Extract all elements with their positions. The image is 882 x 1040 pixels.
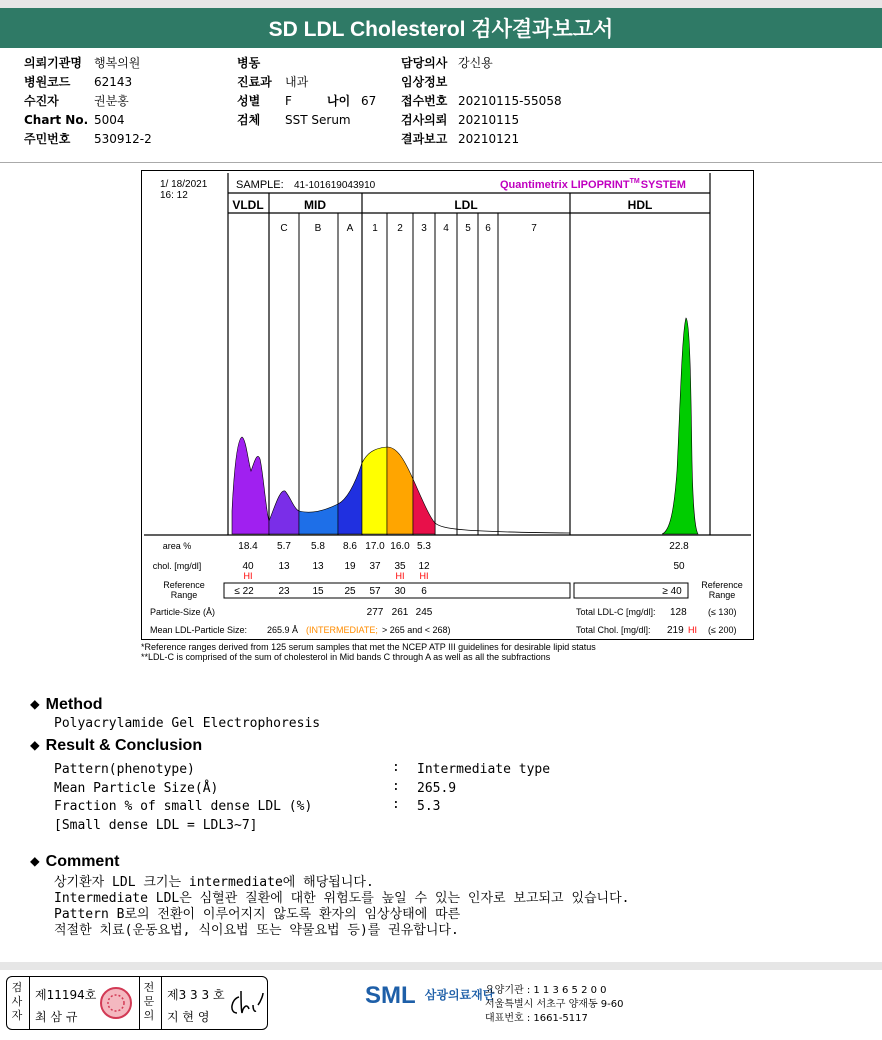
electropherogram [144, 318, 751, 535]
band-label-5: 5 [465, 223, 471, 234]
hi-flag-ldl2: HI [395, 571, 405, 581]
info-key: 의뢰기관명 [24, 56, 82, 70]
peak-mid-a [338, 463, 362, 534]
comment-line: 적절한 치료(운동요법, 식이요법 또는 약물요법 등)를 권유합니다. [54, 923, 459, 938]
band-label-b: B [314, 223, 322, 234]
band-label-4: 4 [443, 223, 449, 234]
footnote-1: *Reference ranges derived from 125 serum samples that met the NCEP ATP III guidelines for desirable lipid status [141, 642, 596, 652]
chol-label: chol. [mg/dl] [152, 561, 202, 571]
ref-label-right-2: Range [708, 590, 736, 600]
diamond-bullet-icon: ◆ [30, 735, 40, 754]
peak-hdl [662, 318, 698, 534]
peak-mid-c [269, 491, 299, 534]
info-value: 20210115 [458, 113, 520, 127]
divider [29, 977, 30, 1029]
group-vldl: VLDL [232, 198, 264, 212]
mean-size-label: Mean LDL-Particle Size: [150, 625, 248, 635]
org-line: 서울특별시 서초구 양재동 9-60 [485, 999, 624, 1010]
total-ldl-ref: (≤ 130) [708, 607, 737, 617]
info-key: 성별 [237, 94, 261, 108]
info-value: 20210115-55058 [458, 94, 562, 108]
info-value: 530912-2 [94, 132, 152, 146]
info-key: 진료과 [237, 75, 272, 89]
total-ldl-value: 128 [670, 607, 687, 618]
particle-size-3: 245 [415, 607, 433, 618]
peak-ldl-2 [387, 447, 413, 534]
tail-ldl [435, 523, 570, 533]
total-ldl-label: Total LDL-C [mg/dl]: [576, 607, 656, 617]
band-label-c: C [280, 223, 288, 234]
info-key-age: 나이 [327, 94, 351, 108]
report-time: 16: 12 [160, 190, 188, 201]
peak-mid-b [299, 504, 338, 534]
chol-hdl: 50 [673, 561, 685, 572]
system-name [500, 178, 686, 191]
info-value: 20210121 [458, 132, 520, 146]
info-value-age: 67 [361, 94, 377, 108]
chol-vldl: 40 [242, 561, 254, 572]
total-chol-label: Total Chol. [mg/dl]: [576, 625, 651, 635]
info-key: 검체 [237, 113, 261, 127]
area-label: area % [162, 541, 192, 551]
method-text: Polyacrylamide Gel Electrophoresis [54, 716, 321, 731]
particle-size-label: Particle-Size (Å) [150, 607, 216, 617]
result-key: Fraction % of small dense LDL (%) [54, 799, 313, 814]
area-b: 5.8 [311, 541, 325, 552]
info-key: 주민번호 [24, 132, 71, 146]
lipoprint-svg [142, 171, 753, 639]
result-value: 5.3 [417, 799, 441, 814]
chol-b: 13 [312, 561, 324, 572]
ref-a: 25 [344, 586, 356, 597]
handwritten-signature-icon [225, 987, 265, 1019]
area-hdl: 22.8 [669, 541, 689, 552]
sample-id: 41-101619043910 [294, 180, 376, 191]
ref-ldl3: 6 [421, 586, 427, 597]
ref-label-right-1: Reference [701, 580, 743, 590]
org-line: 요양기관 : 1 1 3 6 5 2 0 0 [485, 985, 607, 996]
org-info [485, 984, 624, 1026]
chol-ldl3: 12 [418, 561, 430, 572]
result-heading [30, 735, 202, 755]
report-title: SD LDL Cholesterol 검사결과보고서 [0, 8, 882, 48]
chol-ldl2: 35 [394, 561, 406, 572]
comment-heading [30, 851, 119, 871]
system-suffix: SYSTEM [640, 179, 686, 191]
band-label-7: 7 [531, 223, 537, 234]
info-column-2 [237, 54, 376, 130]
area-c: 5.7 [277, 541, 291, 552]
specialist-name: 지 현 영 [167, 1010, 210, 1024]
mean-size-value: 265.9 Å [267, 625, 299, 635]
seal-icon [98, 985, 134, 1021]
examiner-number: 제11194호 [35, 988, 97, 1002]
chol-ldl1: 37 [369, 561, 381, 572]
ref-vldl: ≤ 22 [234, 586, 254, 597]
comment-line: Intermediate LDL은 심혈관 질환에 대한 위험도를 높일 수 있는 인자로 보고되고 있습니다. [54, 891, 630, 906]
examiner-label: 검 사 자 [11, 981, 23, 1022]
total-chol-hi: HI [688, 625, 697, 635]
group-ldl: LDL [454, 198, 478, 212]
area-a: 8.6 [343, 541, 357, 552]
divider [161, 977, 162, 1029]
ref-c: 23 [278, 586, 290, 597]
org-line: 대표번호 : 1661-5117 [485, 1013, 588, 1024]
total-chol-value: 219 [667, 625, 684, 636]
band-label-6: 6 [485, 223, 491, 234]
ref-hdl: ≥ 40 [662, 586, 682, 597]
info-value: F [285, 94, 292, 108]
mean-size-class-rest: > 265 and < 268) [382, 625, 451, 635]
particle-size-2: 261 [391, 607, 409, 618]
top-border [0, 0, 882, 8]
peak-ldl-1 [362, 447, 387, 534]
area-ldl3: 5.3 [417, 541, 431, 552]
result-key: Mean Particle Size(Å) [54, 781, 219, 796]
area-ldl2: 16.0 [390, 541, 410, 552]
org-logo-mark: SML [365, 982, 416, 1009]
diamond-bullet-icon: ◆ [30, 851, 40, 870]
specialist-number: 제3 3 3 호 [167, 988, 225, 1002]
info-column-3 [401, 54, 562, 149]
bottom-border [0, 962, 882, 970]
ref-b: 15 [312, 586, 324, 597]
info-key: 결과보고 [401, 132, 448, 146]
ref-label-2: Range [170, 590, 198, 600]
ref-ldl2: 30 [394, 586, 406, 597]
report-date: 1/ 18/2021 [160, 179, 208, 190]
info-value: 강신용 [458, 56, 493, 70]
info-key: 병원코드 [24, 75, 71, 89]
header-separator [0, 162, 882, 163]
examiner-name: 최 삼 규 [35, 1010, 78, 1024]
info-key: 수진자 [24, 94, 59, 108]
ref-label-1: Reference [163, 580, 205, 590]
info-key: 병동 [237, 56, 261, 70]
result-heading-text: Result & Conclusion [45, 737, 203, 754]
area-ldl1: 17.0 [365, 541, 385, 552]
signature-box [6, 976, 268, 1030]
info-key: 담당의사 [401, 56, 448, 70]
org-logo [365, 982, 494, 1010]
band-label-a: A [346, 223, 354, 234]
band-label-1: 1 [372, 223, 378, 234]
total-chol-ref: (≤ 200) [708, 625, 737, 635]
chol-a: 19 [344, 561, 356, 572]
result-value: Intermediate type [417, 762, 551, 777]
comment-line: 상기환자 LDL 크기는 intermediate에 해당됩니다. [54, 875, 374, 890]
hi-flag-vldl: HI [243, 571, 253, 581]
info-value: 권분홍 [94, 94, 129, 108]
method-heading-text: Method [45, 696, 103, 713]
info-value: 5004 [94, 113, 125, 127]
info-key: 임상정보 [401, 75, 448, 89]
group-mid: MID [304, 198, 326, 212]
lipoprint-report [141, 170, 754, 640]
footnote-2: **LDL-C is comprised of the sum of cholesterol in Mid bands C through A as well as all the subfractions [141, 652, 551, 662]
specialist-label: 전 문 의 [143, 981, 155, 1022]
result-value: 265.9 [417, 781, 457, 796]
particle-size-1: 277 [366, 607, 384, 618]
info-value: 62143 [94, 75, 133, 89]
system-tm: TM [629, 178, 640, 185]
comment-line: Pattern B로의 전환이 이루어지지 않도록 환자의 임상상태에 따른 [54, 907, 461, 922]
info-value: SST Serum [285, 113, 351, 127]
ref-ldl1: 57 [369, 586, 381, 597]
info-value: 내과 [285, 75, 309, 89]
comment-heading-text: Comment [45, 853, 120, 870]
diamond-bullet-icon: ◆ [30, 694, 40, 713]
peak-vldl [232, 437, 269, 534]
hi-flag-ldl3: HI [419, 571, 429, 581]
mean-size-class: (INTERMEDIATE; [306, 625, 378, 635]
result-colon: : [392, 797, 400, 812]
info-column-1 [24, 54, 152, 149]
org-name: 삼광의료재단 [424, 988, 495, 1002]
band-label-3: 3 [421, 223, 427, 234]
method-heading [30, 694, 103, 714]
chol-c: 13 [278, 561, 290, 572]
info-key: 검사의뢰 [401, 113, 448, 127]
info-value: 행복의원 [94, 56, 141, 70]
divider [139, 977, 140, 1029]
area-vldl: 18.4 [238, 541, 258, 552]
result-key: Pattern(phenotype) [54, 762, 195, 777]
group-hdl: HDL [627, 198, 653, 212]
peak-ldl-3 [413, 479, 435, 534]
band-label-2: 2 [397, 223, 403, 234]
result-note: [Small dense LDL = LDL3~7] [54, 818, 258, 833]
system-brand: Quantimetrix LIPOPRINT [500, 179, 630, 191]
info-key: 접수번호 [401, 94, 448, 108]
sample-label: SAMPLE: [236, 179, 284, 191]
info-key: Chart No. [24, 113, 89, 127]
result-colon: : [392, 779, 400, 794]
result-colon: : [392, 760, 400, 775]
